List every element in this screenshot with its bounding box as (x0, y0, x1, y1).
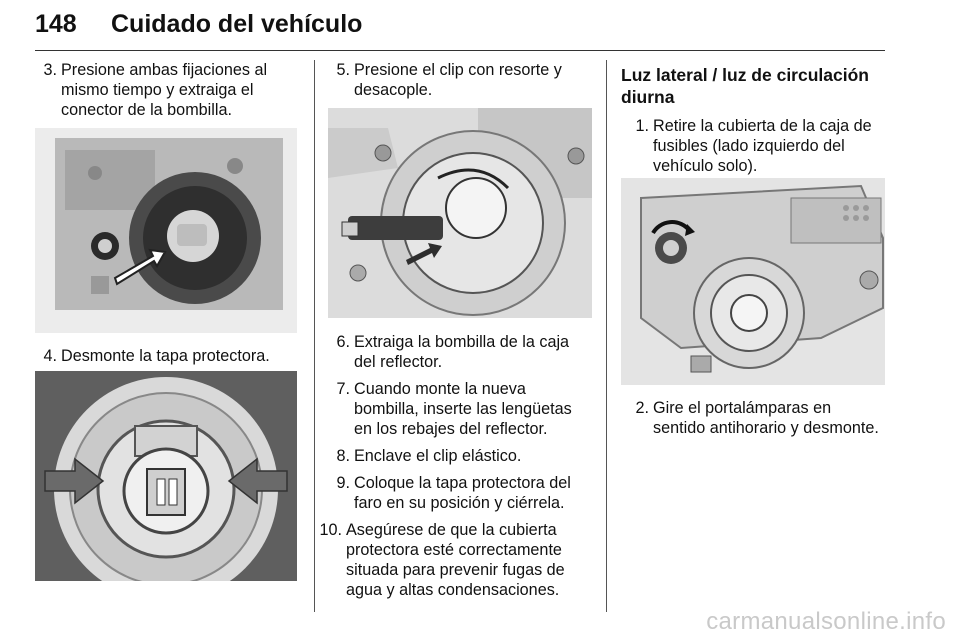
step-number: 5. (336, 61, 350, 79)
step-number: 2. (635, 399, 649, 417)
column-divider-2 (606, 60, 607, 612)
step-text: Asegúrese de que la cubierta protectora esté correctamente situada para prevenir fugas de agua y altas condensaciones. (346, 521, 565, 599)
step-number: 9. (336, 474, 350, 492)
column-divider-1 (314, 60, 315, 612)
step-8 (328, 446, 593, 466)
column-middle-lower (319, 332, 593, 600)
illustration-protective-cap (35, 371, 297, 581)
step-number: 8. (336, 447, 350, 465)
column-right-lower (621, 398, 886, 438)
step-5 (328, 60, 593, 100)
illustration-connector (35, 128, 297, 333)
page-header (35, 8, 885, 51)
step-3 (35, 60, 300, 120)
step-2 (627, 398, 886, 438)
step-1 (627, 116, 886, 176)
step-9 (328, 473, 593, 513)
step-text: Enclave el clip elástico. (354, 447, 522, 465)
step-10 (316, 520, 593, 600)
step-text: Presione ambas fijaciones al mismo tiempo y extraiga el conector de la bombilla. (61, 61, 268, 119)
watermark: carmanualsonline.info (706, 608, 946, 635)
step-number: 10. (319, 521, 342, 539)
step-text: Cuando monte la nueva bombilla, inserte las lengüetas en los rebajes del reflector. (354, 380, 572, 438)
step-6 (328, 332, 593, 372)
column-left-lower (35, 346, 300, 366)
column-right (621, 64, 886, 176)
step-number: 6. (336, 333, 350, 351)
page-title: Cuidado del vehículo (111, 10, 363, 38)
page-number: 148 (35, 10, 77, 38)
illustration-side-light (621, 178, 885, 385)
step-text: Presione el clip con resorte y desacople. (354, 61, 562, 99)
step-text: Extraiga la bombilla de la caja del reflector. (354, 333, 570, 371)
step-text: Retire la cubierta de la caja de fusibles (lado izquierdo del vehículo solo). (653, 117, 872, 175)
column-middle (328, 60, 593, 100)
step-text: Coloque la tapa protectora del faro en su posición y ciérrela. (354, 474, 571, 512)
step-number: 3. (43, 61, 57, 79)
column-left (35, 60, 300, 120)
step-4 (35, 346, 300, 366)
section-title: Luz lateral / luz de circulación diurna (621, 65, 869, 107)
step-7 (328, 379, 593, 439)
step-number: 4. (43, 347, 57, 365)
illustration-spring-clip (328, 108, 592, 318)
step-text: Desmonte la tapa protectora. (61, 347, 270, 365)
step-number: 1. (635, 117, 649, 135)
step-number: 7. (336, 380, 350, 398)
step-text: Gire el portalámparas en sentido antihorario y desmonte. (653, 399, 879, 437)
